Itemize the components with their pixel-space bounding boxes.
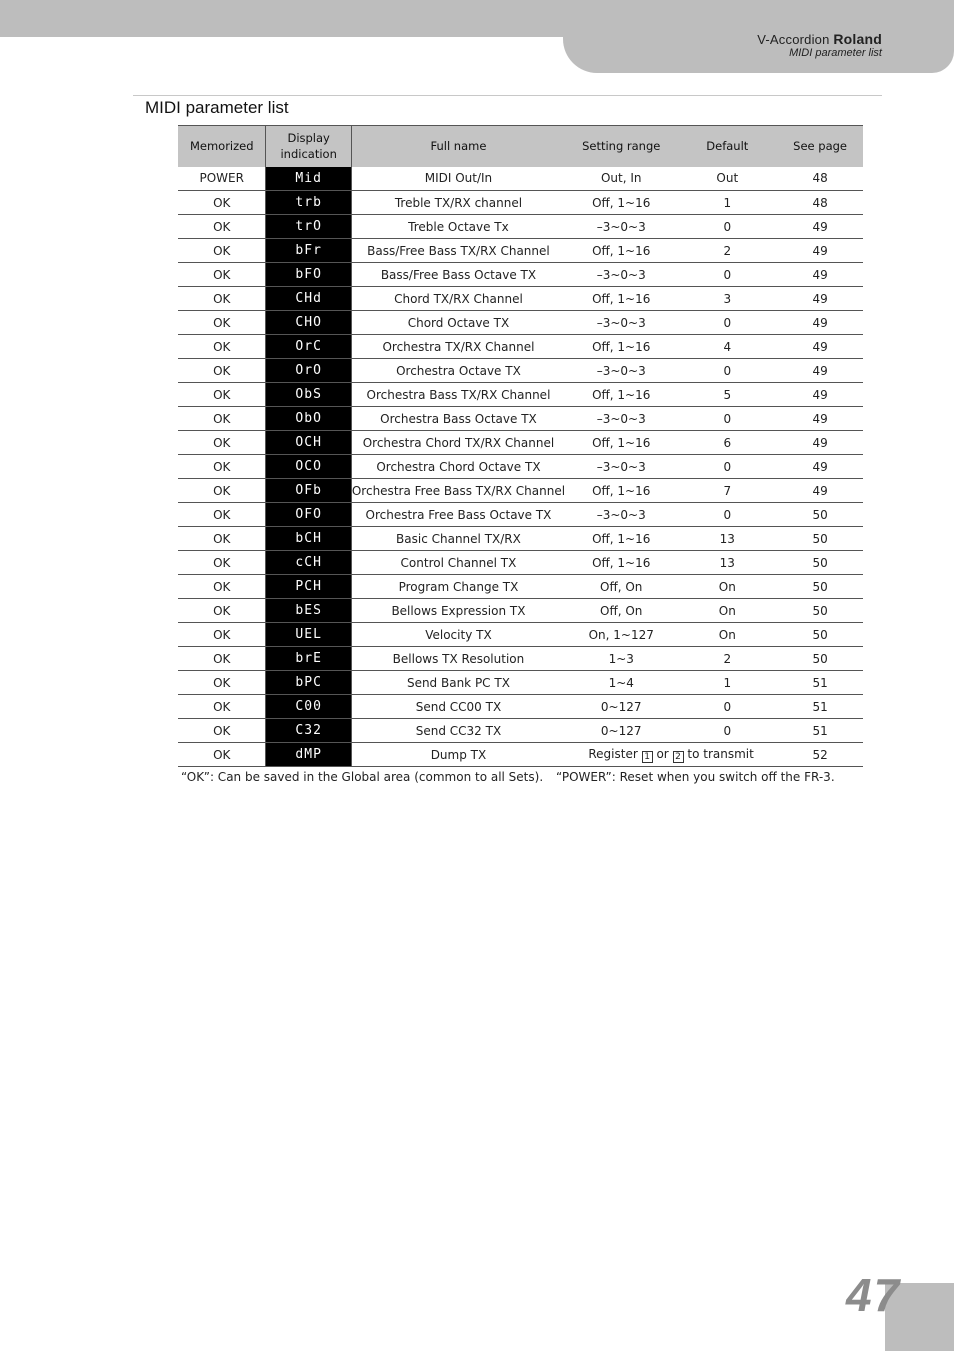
cell-memorized: OK [178, 455, 266, 479]
table-row [178, 335, 863, 359]
cell-page: 50 [777, 599, 863, 623]
table-row [178, 167, 863, 191]
cell-default: 7 [677, 479, 777, 503]
table-row [178, 287, 863, 311]
col-header-display: Display indication [266, 126, 351, 167]
table-row [178, 575, 863, 599]
cell-page: 52 [777, 743, 863, 767]
page-number: 47 [846, 1269, 902, 1321]
cell-full-name: Orchestra TX/RX Channel [351, 335, 565, 359]
cell-default: 5 [677, 383, 777, 407]
cell-default: 3 [677, 287, 777, 311]
cell-default: 6 [677, 431, 777, 455]
table-row [178, 215, 863, 239]
cell-page: 50 [777, 623, 863, 647]
cell-default: 0 [677, 359, 777, 383]
cell-display: OCO [266, 455, 351, 479]
cell-memorized: OK [178, 431, 266, 455]
cell-full-name: Orchestra Bass Octave TX [351, 407, 565, 431]
cell-page: 49 [777, 311, 863, 335]
cell-memorized: OK [178, 743, 266, 767]
col-header-default: Default [677, 126, 777, 167]
cell-full-name: Send CC32 TX [351, 719, 565, 743]
cell-page: 49 [777, 407, 863, 431]
range-text-pre: Register [588, 746, 638, 761]
cell-range: Out, In [565, 167, 677, 191]
midi-parameter-table [178, 125, 863, 767]
table-row [178, 263, 863, 287]
cell-page: 51 [777, 695, 863, 719]
cell-full-name: Bellows Expression TX [351, 599, 565, 623]
cell-memorized: OK [178, 647, 266, 671]
cell-display: OFO [266, 503, 351, 527]
cell-display: OCH [266, 431, 351, 455]
cell-default: 0 [677, 215, 777, 239]
cell-page: 49 [777, 335, 863, 359]
table-row [178, 503, 863, 527]
cell-full-name: Orchestra Chord TX/RX Channel [351, 431, 565, 455]
note-power: “POWER”: Reset when you switch off the FR-3. [556, 770, 835, 784]
cell-full-name: Basic Channel TX/RX [351, 527, 565, 551]
cell-display: trb [266, 191, 351, 215]
cell-page: 49 [777, 239, 863, 263]
cell-full-name: Dump TX [351, 743, 565, 767]
table-row [178, 359, 863, 383]
cell-display: dMP [266, 743, 351, 767]
cell-range: –3~0~3 [565, 359, 677, 383]
cell-range: 1~4 [565, 671, 677, 695]
cell-memorized: OK [178, 623, 266, 647]
cell-memorized: OK [178, 239, 266, 263]
table-row [178, 743, 863, 767]
cell-display: bFr [266, 239, 351, 263]
table-row [178, 407, 863, 431]
cell-page: 49 [777, 359, 863, 383]
cell-page: 50 [777, 551, 863, 575]
cell-memorized: OK [178, 191, 266, 215]
cell-full-name: Orchestra Octave TX [351, 359, 565, 383]
col-header-see-page: See page [777, 126, 863, 167]
cell-range: –3~0~3 [565, 503, 677, 527]
cell-full-name: Bass/Free Bass TX/RX Channel [351, 239, 565, 263]
cell-range: Off, 1~16 [565, 239, 677, 263]
table-row [178, 623, 863, 647]
table-row [178, 479, 863, 503]
table-row [178, 599, 863, 623]
col-header-full-name: Full name [351, 126, 565, 167]
table-row [178, 431, 863, 455]
cell-default: On [677, 599, 777, 623]
cell-memorized: OK [178, 527, 266, 551]
cell-page: 48 [777, 167, 863, 191]
header-brand [757, 31, 882, 47]
cell-page: 49 [777, 263, 863, 287]
col-header-setting-range: Setting range [565, 126, 677, 167]
cell-range: On, 1~127 [565, 623, 677, 647]
cell-full-name: Control Channel TX [351, 551, 565, 575]
cell-memorized: OK [178, 599, 266, 623]
cell-range: –3~0~3 [565, 263, 677, 287]
cell-display: bCH [266, 527, 351, 551]
cell-default: 0 [677, 263, 777, 287]
cell-display: UEL [266, 623, 351, 647]
cell-full-name: Bass/Free Bass Octave TX [351, 263, 565, 287]
cell-default: 4 [677, 335, 777, 359]
cell-memorized: OK [178, 215, 266, 239]
cell-default: 2 [677, 647, 777, 671]
cell-memorized: OK [178, 695, 266, 719]
cell-memorized: OK [178, 287, 266, 311]
cell-page: 49 [777, 383, 863, 407]
cell-memorized: OK [178, 671, 266, 695]
cell-page: 50 [777, 647, 863, 671]
cell-display: bFO [266, 263, 351, 287]
cell-range: Off, On [565, 599, 677, 623]
section-title: MIDI parameter list [145, 98, 289, 117]
cell-memorized: OK [178, 407, 266, 431]
cell-display: PCH [266, 575, 351, 599]
cell-display: OFb [266, 479, 351, 503]
cell-memorized: OK [178, 551, 266, 575]
cell-default: On [677, 575, 777, 599]
cell-display: bPC [266, 671, 351, 695]
table-row [178, 239, 863, 263]
range-text-mid: or [656, 746, 669, 761]
section-rule [133, 95, 882, 96]
table-row [178, 527, 863, 551]
cell-page: 51 [777, 719, 863, 743]
cell-default: 2 [677, 239, 777, 263]
table-row [178, 695, 863, 719]
table-row [178, 191, 863, 215]
cell-page: 49 [777, 455, 863, 479]
cell-default: 1 [677, 191, 777, 215]
cell-range: Off, 1~16 [565, 287, 677, 311]
cell-page: 49 [777, 479, 863, 503]
cell-range: –3~0~3 [565, 407, 677, 431]
table-row [178, 671, 863, 695]
cell-default: 0 [677, 695, 777, 719]
cell-range: Off, 1~16 [565, 431, 677, 455]
cell-page: 48 [777, 191, 863, 215]
cell-memorized: OK [178, 719, 266, 743]
product-name: V-Accordion [757, 32, 830, 47]
cell-full-name: Chord TX/RX Channel [351, 287, 565, 311]
cell-page: 49 [777, 431, 863, 455]
cell-display: brE [266, 647, 351, 671]
cell-display: CHO [266, 311, 351, 335]
cell-default: 0 [677, 719, 777, 743]
cell-page: 50 [777, 575, 863, 599]
cell-full-name: Treble TX/RX channel [351, 191, 565, 215]
cell-full-name: Orchestra Free Bass TX/RX Channel [351, 479, 565, 503]
cell-range: Off, 1~16 [565, 527, 677, 551]
cell-memorized: OK [178, 575, 266, 599]
table-row [178, 551, 863, 575]
cell-memorized: OK [178, 503, 266, 527]
cell-display: trO [266, 215, 351, 239]
cell-display: ObS [266, 383, 351, 407]
cell-full-name: Bellows TX Resolution [351, 647, 565, 671]
cell-memorized: OK [178, 359, 266, 383]
range-text-post: to transmit [687, 746, 754, 761]
table-row [178, 647, 863, 671]
cell-page: 49 [777, 215, 863, 239]
cell-default: 0 [677, 311, 777, 335]
col-header-memorized: Memorized [178, 126, 266, 167]
cell-display: OrC [266, 335, 351, 359]
cell-range: Off, 1~16 [565, 335, 677, 359]
boxed-number-2: 2 [673, 751, 684, 763]
cell-default: 1 [677, 671, 777, 695]
cell-display: ObO [266, 407, 351, 431]
cell-range: 0~127 [565, 695, 677, 719]
cell-display: cCH [266, 551, 351, 575]
cell-page: 51 [777, 671, 863, 695]
cell-full-name: Send CC00 TX [351, 695, 565, 719]
cell-default: 13 [677, 551, 777, 575]
cell-range: –3~0~3 [565, 311, 677, 335]
header-subtitle: MIDI parameter list [789, 47, 882, 59]
cell-range: 0~127 [565, 719, 677, 743]
cell-display: C32 [266, 719, 351, 743]
cell-page: 50 [777, 503, 863, 527]
cell-full-name: Treble Octave Tx [351, 215, 565, 239]
cell-display: OrO [266, 359, 351, 383]
cell-range-span [565, 743, 777, 767]
cell-range: Off, 1~16 [565, 191, 677, 215]
table-row [178, 455, 863, 479]
cell-full-name: Orchestra Bass TX/RX Channel [351, 383, 565, 407]
table-row [178, 383, 863, 407]
cell-full-name: Orchestra Free Bass Octave TX [351, 503, 565, 527]
cell-range: Off, 1~16 [565, 383, 677, 407]
table-header-row [178, 126, 863, 167]
cell-range: Off, 1~16 [565, 551, 677, 575]
note-ok: “OK”: Can be saved in the Global area (common to all Sets). [181, 770, 544, 784]
cell-full-name: MIDI Out/In [351, 167, 565, 191]
cell-memorized: OK [178, 263, 266, 287]
cell-full-name: Orchestra Chord Octave TX [351, 455, 565, 479]
cell-default: 0 [677, 503, 777, 527]
cell-full-name: Chord Octave TX [351, 311, 565, 335]
cell-memorized: OK [178, 335, 266, 359]
boxed-number-1: 1 [642, 751, 653, 763]
cell-range: –3~0~3 [565, 215, 677, 239]
brand-name: Roland [833, 31, 882, 47]
cell-default: 0 [677, 455, 777, 479]
cell-range: 1~3 [565, 647, 677, 671]
cell-default: 0 [677, 407, 777, 431]
cell-default: On [677, 623, 777, 647]
cell-full-name: Velocity TX [351, 623, 565, 647]
cell-default: 13 [677, 527, 777, 551]
cell-display: Mid [266, 167, 351, 191]
cell-display: CHd [266, 287, 351, 311]
cell-page: 49 [777, 287, 863, 311]
cell-range: Off, On [565, 575, 677, 599]
table-row [178, 719, 863, 743]
cell-page: 50 [777, 527, 863, 551]
cell-default: Out [677, 167, 777, 191]
cell-memorized: OK [178, 479, 266, 503]
cell-full-name: Program Change TX [351, 575, 565, 599]
cell-memorized: OK [178, 383, 266, 407]
cell-display: bES [266, 599, 351, 623]
cell-memorized: OK [178, 311, 266, 335]
cell-range: Off, 1~16 [565, 479, 677, 503]
cell-range: –3~0~3 [565, 455, 677, 479]
cell-display: C00 [266, 695, 351, 719]
cell-memorized: POWER [178, 167, 266, 191]
cell-full-name: Send Bank PC TX [351, 671, 565, 695]
table-row [178, 311, 863, 335]
